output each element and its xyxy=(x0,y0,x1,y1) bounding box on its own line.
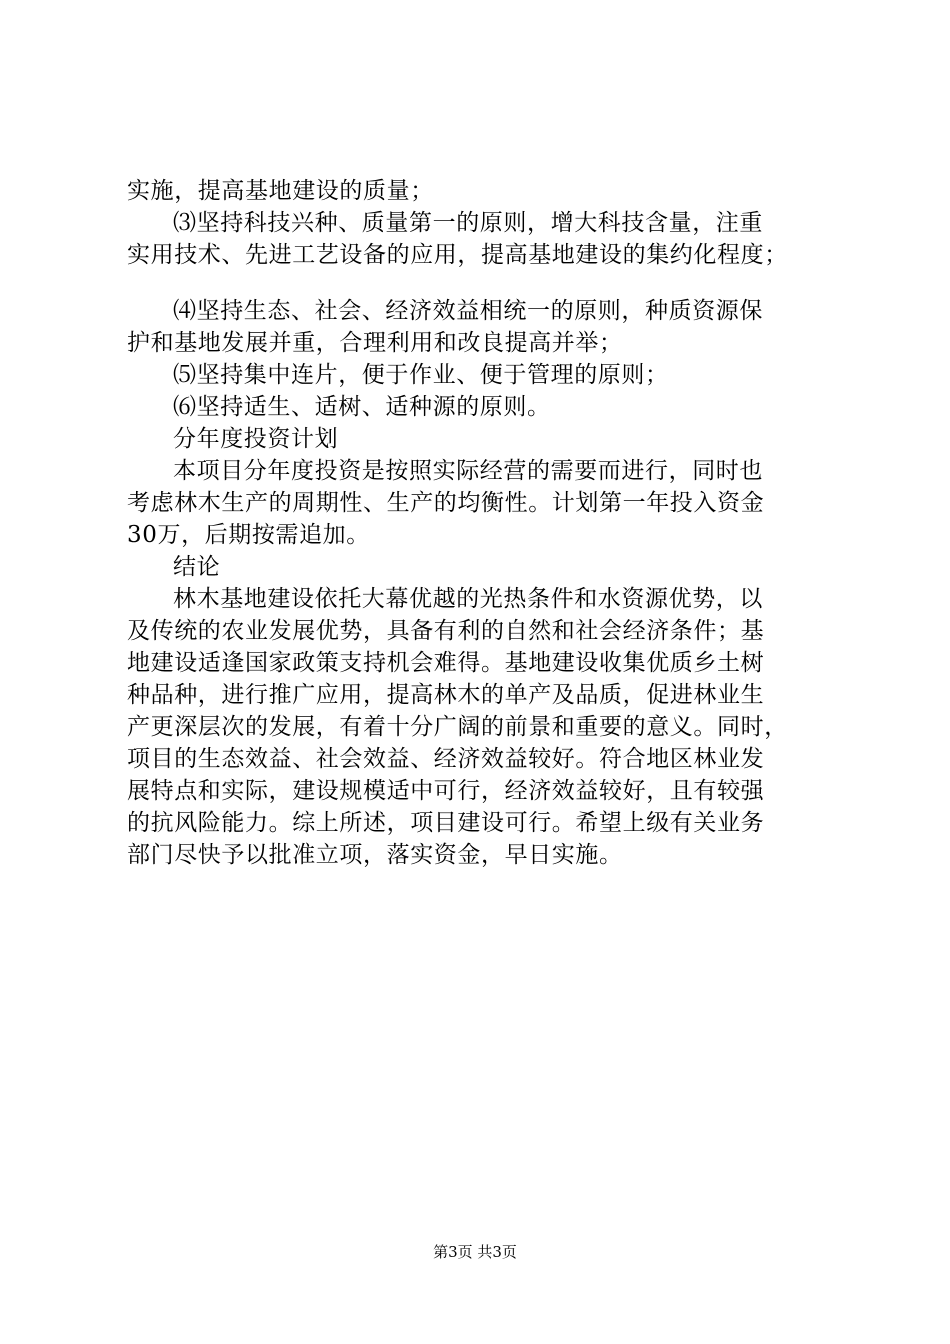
principle-5-line: ⑸坚持集中连片，便于作业、便于管理的原则； xyxy=(173,362,669,388)
principle-6-line: ⑹坚持适生、适树、适种源的原则。 xyxy=(173,394,551,420)
document-body xyxy=(127,175,839,871)
paragraph-gap xyxy=(127,271,839,295)
paragraph-line: 实施，提高基地建设的质量； xyxy=(127,178,434,204)
paragraph-line: 项目的生态效益、社会效益、经济效益较好。符合地区林业发 xyxy=(127,746,765,772)
paragraph-line: 实用技术、先进工艺设备的应用，提高基地建设的集约化程度； xyxy=(127,242,788,268)
section-heading-conclusion: 结论 xyxy=(173,554,221,580)
principle-4-line: ⑷坚持生态、社会、经济效益相统一的原则，种质资源保 xyxy=(173,298,763,324)
paragraph-line: 地建设适逢国家政策支持机会难得。基地建设收集优质乡土树 xyxy=(127,650,765,676)
paragraph-line: 林木基地建设依托大幕优越的光热条件和水资源优势，以 xyxy=(173,586,763,612)
paragraph-line: 及传统的农业发展优势，具备有利的自然和社会经济条件；基 xyxy=(127,618,765,644)
paragraph-line: 部门尽快予以批准立项，落实资金，早日实施。 xyxy=(127,842,623,868)
paragraph-line: 展特点和实际，建设规模适中可行，经济效益较好，且有较强 xyxy=(127,778,765,804)
section-heading-investment: 分年度投资计划 xyxy=(173,426,339,452)
paragraph-line: 30万，后期按需追加。 xyxy=(127,522,370,548)
paragraph-line: 护和基地发展并重，合理利用和改良提高并举； xyxy=(127,330,623,356)
paragraph-line: 种品种，进行推广应用，提高林木的单产及品质，促进林业生 xyxy=(127,682,765,708)
page-footer xyxy=(0,1242,950,1262)
paragraph-line: 考虑林木生产的周期性、生产的均衡性。计划第一年投入资金 xyxy=(127,490,765,516)
principle-3-line: ⑶坚持科技兴种、质量第一的原则，增大科技含量，注重 xyxy=(173,210,763,236)
paragraph-line: 产更深层次的发展，有着十分广阔的前景和重要的意义。同时， xyxy=(127,714,788,740)
paragraph-line: 的抗风险能力。综上所述，项目建设可行。希望上级有关业务 xyxy=(127,810,765,836)
paragraph-line: 本项目分年度投资是按照实际经营的需要而进行，同时也 xyxy=(173,458,763,484)
page-number-label: 第3页 共3页 xyxy=(433,1243,517,1261)
